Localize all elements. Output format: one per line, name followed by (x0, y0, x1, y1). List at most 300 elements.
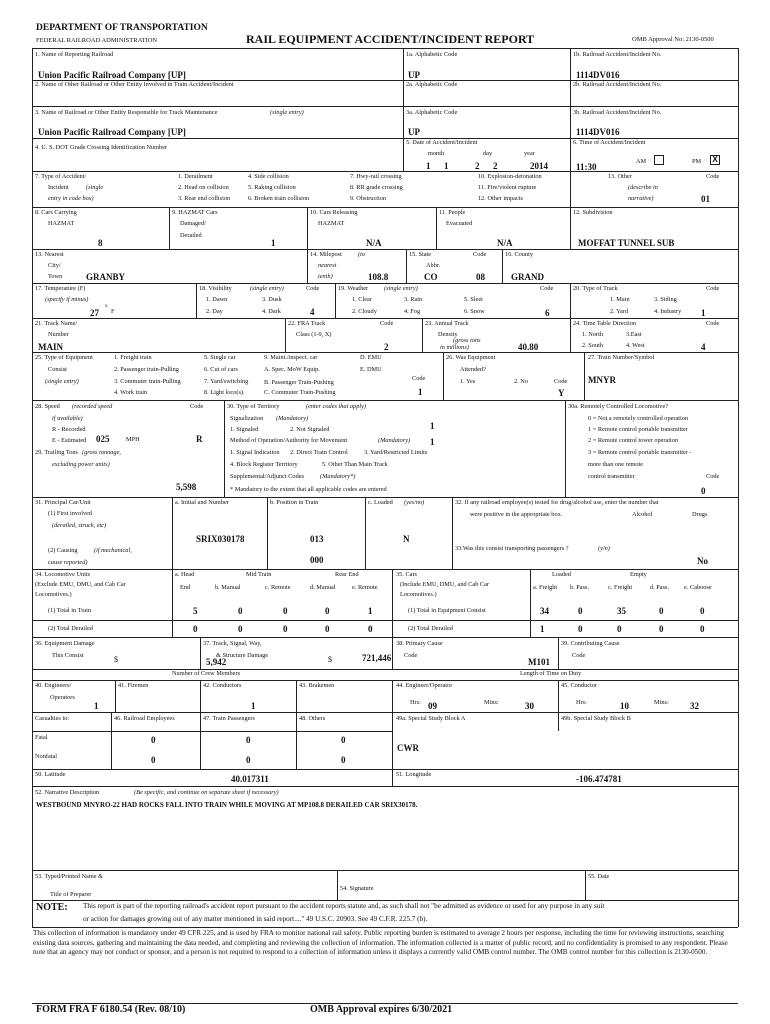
cars-derailed-loaded-pass[interactable]: 0 (578, 624, 583, 634)
rc-1: 1 = Remote control portable transmitter (588, 426, 688, 433)
loco-mid-label: Mid Train (246, 571, 272, 578)
type-1: 1. Derailment (178, 173, 213, 180)
f26-no: 2. No (514, 378, 528, 385)
f22-class: Class (1-9, X) (296, 331, 332, 338)
equipment-damage-value[interactable]: 5,942 (206, 657, 227, 667)
cond-hrs-label: Hrs: (576, 699, 587, 706)
f28-label: 28. Speed (35, 403, 60, 410)
loco-mid-manual: b. Manual (215, 584, 241, 591)
f28-recorded: (recorded speed (72, 403, 113, 410)
loco-total-rear-manual[interactable]: 0 (325, 606, 330, 616)
am-checkbox[interactable] (654, 155, 664, 165)
vis-1: 1. Dawn (206, 296, 228, 303)
equip-1: 1. Freight train (114, 354, 152, 361)
county-value[interactable]: GRAND (511, 272, 544, 282)
f11-evacuated: Evacuated (446, 220, 473, 227)
f21-number: Number (48, 331, 69, 338)
method-5: 5. Other Than Main Track (322, 461, 388, 468)
type-code-value[interactable]: 01 (701, 194, 710, 204)
f24-code-label: Code (706, 320, 720, 327)
primary-cause-value[interactable]: M101 (528, 657, 550, 667)
cars-total-label: (1) Total in Equipment Consist (408, 607, 486, 614)
rc-code-label: Code (706, 473, 720, 480)
type-10: 10. Explosion-detonation (478, 173, 542, 180)
f25-label: 25. Type of Equipment (35, 354, 93, 361)
supplemental-mandatory: (Mandatory*) (320, 473, 356, 480)
pm-checkbox[interactable]: X (710, 155, 720, 165)
employees-fatal-value[interactable]: 0 (151, 735, 156, 745)
f27-label: 27. Train Number/Symbol (588, 354, 655, 361)
f30a-label: 30a. Remotely Controlled Locomotive? (568, 403, 669, 410)
pm-label: PM (692, 158, 702, 165)
weather-3: 3. Rain (404, 296, 423, 303)
passengers-fatal-value[interactable]: 0 (246, 735, 251, 745)
reporting-railroad-value[interactable]: Union Pacific Railroad Company [UP] (38, 70, 186, 80)
reporting-code-value[interactable]: UP (408, 70, 420, 80)
f47-label: 47. Train Passengers (203, 715, 255, 722)
f14-tenth: tenth) (318, 273, 333, 280)
type-2: 2. Head on collision (178, 184, 229, 191)
note-text-2: or action for damages growing out of any matter mentioned in said report...." 49 U.S.C. 20903. See 49 C.F.R. 225.7 (b). (83, 915, 428, 923)
equip-b: B. Passenger Train-Pushing (264, 379, 334, 386)
year-label: year (524, 150, 535, 157)
f14-nearest: nearest (318, 262, 337, 269)
equip-code-value[interactable]: 1 (418, 387, 423, 397)
weather-6: 6. Snow (464, 308, 485, 315)
rc-code-value[interactable]: 0 (701, 486, 706, 496)
loco-total-head[interactable]: 5 (193, 606, 198, 616)
f34-locos: Locomotives.) (35, 591, 72, 598)
cars-total-loaded-pass[interactable]: 0 (578, 606, 583, 616)
rc-3c: control transmitter (588, 473, 635, 480)
f9-derailed: Derailed (180, 232, 202, 239)
f17-label: 17. Temperature (F) (35, 285, 86, 292)
f31c-label: c. Loaded (368, 499, 393, 506)
cars-derailed-empty-pass[interactable]: 0 (659, 624, 664, 634)
day-label: day (483, 150, 493, 157)
car-initial-value[interactable]: SRIX030178 (196, 534, 245, 544)
equip-6: 6. Cut of cars (204, 366, 238, 373)
f15-label: 15. State (409, 251, 432, 258)
f7-single: (single (86, 184, 104, 191)
f53-label: 53. Typed/Printed Name & (35, 873, 103, 880)
hazmat-cars-value[interactable]: 8 (98, 238, 103, 248)
f38-label: 38. Primary Cause (396, 640, 443, 647)
state-value[interactable]: CO (424, 272, 438, 282)
f15-code-label: Code (473, 251, 487, 258)
admin-name: FEDERAL RAILROAD ADMINISTRATION (36, 37, 158, 44)
f33-yn: (y/n) (598, 545, 610, 552)
dollar-sign-37: $ (328, 655, 332, 664)
f31c-yesno: (yes/no) (404, 499, 425, 506)
track-4: 4. Industry (654, 308, 682, 315)
state-code-value[interactable]: 08 (476, 272, 485, 282)
visibility-code-value[interactable]: 4 (310, 307, 315, 317)
f51-label: 51. Longitude (396, 771, 432, 778)
rc-3: 3 = Remote control portable transmitter - (588, 449, 692, 456)
loco-rear-label: Rear End (335, 571, 359, 578)
f28-r: R - Recorded (52, 426, 86, 433)
f34-exclude: (Exclude EMU, DMU, and Cab Car (35, 581, 126, 588)
weather-1: 1. Clear (352, 296, 372, 303)
loco-derailed-mid-manual[interactable]: 0 (238, 624, 243, 634)
cars-total-loaded-freight[interactable]: 34 (540, 606, 549, 616)
f18-code-label: Code (306, 285, 320, 292)
equip-code-label: Code (412, 375, 426, 382)
others-nonfatal-value[interactable]: 0 (341, 755, 346, 765)
f31-causing-reported: cause reported) (48, 559, 88, 566)
rc-0: 0 = Not a remotely controlled operation (588, 415, 689, 422)
f55-label: 55. Date (588, 873, 610, 880)
equip-8: 8. Light loco(s). (204, 389, 245, 396)
f26-label: 26. Was Equipment (446, 354, 496, 361)
weather-4: 4. Fog (404, 308, 421, 315)
loco-derailed-head[interactable]: 0 (193, 624, 198, 634)
f31-first-derailed: (derailed, struck, etc) (52, 522, 107, 529)
f26-yes: 1. Yes (460, 378, 476, 385)
f7-incident: Incident (48, 184, 69, 191)
hazmat-damaged-value[interactable]: 1 (271, 238, 276, 248)
track-2: 2. Yard (610, 308, 629, 315)
f49b-label: 49b. Special Study Block B (561, 715, 631, 722)
equip-5: 5. Single car (204, 354, 236, 361)
f14-label: 14. Milepost (310, 251, 342, 258)
maint-accident-no-value[interactable]: 1114DV016 (576, 127, 620, 137)
narrative-value[interactable]: WESTBOUND MNYRO-22 HAD ROCKS FALL INTO TRAIN WHILE MOVING AT MP108.8 DERAILED CAR SRIX30178. (36, 801, 418, 809)
vis-3: 3. Dusk (262, 296, 282, 303)
f8-hazmat: HAZMAT (48, 220, 75, 227)
f31-label: 31. Principal Car/Unit (35, 499, 91, 506)
cars-derailed-loaded-freight[interactable]: 1 (540, 624, 545, 634)
cars-total-empty-pass[interactable]: 0 (659, 606, 664, 616)
f1a-label: 1a. Alphabetic Code (406, 51, 458, 58)
dir-4: 4. West (626, 342, 645, 349)
car-position-value[interactable]: 013 (310, 534, 324, 544)
f18-single: (single entry) (250, 285, 284, 292)
type-13-describe: (describe in (628, 184, 658, 191)
vis-4: 4. Dark (262, 308, 281, 315)
cars-loaded-label: Loaded (552, 571, 571, 578)
type-7: 7. Hwy-rail crossing (350, 173, 402, 180)
cars-derailed-empty-freight[interactable]: 0 (617, 624, 622, 634)
f32-positive: were positive in the appropriate box. (470, 511, 563, 518)
f10-label: 10. Cars Releasing (310, 209, 358, 216)
f7-entry: entry in code box) (48, 195, 94, 202)
maint-railroad-value[interactable]: Union Pacific Railroad Company [UP] (38, 127, 186, 137)
f9-damaged: Damaged/ (180, 220, 206, 227)
equip-c: C. Commuter Train-Pushing (264, 389, 336, 396)
loco-rear-remote: e. Remote (352, 584, 378, 591)
casualties-label: Casualties to: (35, 715, 70, 722)
signalization-mandatory: (Mandatory) (276, 415, 309, 422)
f20-code-label: Code (706, 285, 720, 292)
type-6: 6. Broken train collision (248, 195, 310, 202)
sig-2: 2. Not Signaled (290, 426, 330, 433)
equip-d: D. EMU (360, 354, 382, 361)
eng-mins-value[interactable]: 30 (525, 701, 534, 711)
loco-derailed-mid-remote[interactable]: 0 (283, 624, 288, 634)
loco-derailed-rear-remote[interactable]: 0 (368, 624, 373, 634)
cond-mins-value[interactable]: 32 (690, 701, 699, 711)
causing-position-value[interactable]: 000 (310, 555, 324, 565)
f52-label: 52. Narrative Description (35, 789, 100, 796)
f23-gross: (gross tons (453, 337, 481, 344)
year-value[interactable]: 2014 (530, 161, 548, 171)
vis-2: 2. Day (206, 308, 223, 315)
f29-excluding: excluding power units) (52, 461, 110, 468)
f42-label: 42. Conductors (203, 682, 242, 689)
f52-specific: (Be specific, and continue on separate sheet if necessary) (134, 789, 279, 796)
loco-total-mid-remote[interactable]: 0 (283, 606, 288, 616)
reporting-accident-no-value[interactable]: 1114DV016 (576, 70, 620, 80)
f36-label: 36. Equipment Damage (35, 640, 95, 647)
f35-locos: Locomotives.) (400, 591, 437, 598)
direction-value[interactable]: 4 (701, 342, 706, 352)
cars-loaded-pass: b. Pass. (570, 584, 590, 591)
f29-gross: (gross tonnage, (82, 449, 121, 456)
f4-label: 4. U. S. DOT Grade Crossing Identification Number (35, 144, 168, 151)
method-code-value[interactable]: 1 (430, 437, 435, 447)
cars-loaded-freight: a. Freight (533, 584, 558, 591)
f18-label: 18. Visibility (199, 285, 232, 292)
f23-label: 23. Annual Track (425, 320, 469, 327)
f37-structure: & Structure Damage (216, 652, 269, 659)
cars-total-caboose[interactable]: 0 (700, 606, 705, 616)
temperature-value[interactable]: 27 (90, 308, 99, 318)
cond-mins-label: Mins: (654, 699, 669, 706)
burden-statement: This collection of information is mandatory under 49 CFR 225, and is used by FRA to monitor national rail safety. Public reporting burden is estimated to average 2 hours per response, including the time for reviewing instructions, searching existing data sources, gathering and maintaining the data needed, and completing and reviewing the collection of information. The information collected is a matter of public record, and no confidentiality is promised to any respondent. Please note that an agency may not conduct or sponsor, and a person is not required to respond to a collection of information unless it displays a currently valid OMB control number. The OMB control number for this collection is 2130-0500. (33, 929, 728, 956)
type-4: 4. Side collision (248, 173, 289, 180)
f23-millions: in millions) (440, 344, 469, 351)
f30-label: 30. Type of Territory (227, 403, 280, 410)
day-value-2[interactable]: 2 (493, 161, 498, 171)
eng-hrs-value[interactable]: 09 (428, 701, 437, 711)
equip-e: E. DMU (360, 366, 382, 373)
loco-total-rear-remote[interactable]: 1 (368, 606, 373, 616)
form-title: RAIL EQUIPMENT ACCIDENT/INCIDENT REPORT (246, 32, 535, 46)
f41-label: 41. Firemen (118, 682, 149, 689)
method-2: 2. Direct Train Control (290, 449, 348, 456)
track-damage-value[interactable]: 721,446 (362, 653, 392, 663)
type-3: 3. Rear end collision (178, 195, 231, 202)
equip-4: 4. Work train (114, 389, 148, 396)
f34-label: 34. Locomotive Units (35, 571, 91, 578)
attended-value[interactable]: Y (558, 388, 565, 398)
month-value[interactable]: 1 (426, 161, 431, 171)
dollar-sign-36: $ (114, 655, 118, 664)
f6-label: 6. Time of Accident/Incident (573, 139, 646, 146)
month-label: month (428, 150, 445, 157)
f28-available: if available) (52, 415, 83, 422)
cond-hrs-value[interactable]: 10 (620, 701, 629, 711)
signal-code-value[interactable]: 1 (430, 421, 435, 431)
weather-2: 2. Cloudy (352, 308, 377, 315)
f28-code-label: Code (190, 403, 204, 410)
f26-code-label: Code (554, 378, 568, 385)
dir-2: 2. South (582, 342, 603, 349)
evacuated-value[interactable]: N/A (497, 238, 513, 248)
f2-label: 2. Name of Other Railroad or Other Entity Involved in Train Accident/Incident (35, 81, 234, 88)
f8-label: 8. Cars Carrying (35, 209, 77, 216)
mandatory-note: * Mandatory to the extent that all applicable codes are entered (230, 486, 387, 493)
rc-3b: more than one remote (588, 461, 644, 468)
track-name-value[interactable]: MAIN (38, 342, 63, 352)
dept-name: DEPARTMENT OF TRANSPORTATION (36, 23, 208, 33)
f13-town: Town (48, 273, 63, 280)
loco-end-label: End (180, 584, 191, 591)
omb-expires: OMB Approval expires 6/30/2021 (310, 1004, 453, 1015)
f11-label: 11. People (439, 209, 466, 216)
employees-nonfatal-value[interactable]: 0 (151, 755, 156, 765)
month-value-2[interactable]: 1 (444, 161, 449, 171)
f44-label: 44. Engineer/Operator (396, 682, 453, 689)
f13-city: City/ (48, 262, 61, 269)
f24-label: 24. Time Table Direction (573, 320, 637, 327)
f49a-label: 49a. Special Study Block A (396, 715, 466, 722)
f21-label: 21. Track Name/ (35, 320, 78, 327)
f25-single: (single entry) (45, 378, 79, 385)
loco-rear-manual: d. Manual (310, 584, 336, 591)
f53-title: Title of Preparer (50, 891, 92, 898)
eng-hrs-label: Hrs: (410, 699, 421, 706)
f38-code: Code (404, 652, 418, 659)
f5-label: 5. Date of Accident/Incident (406, 139, 478, 146)
f28-e: E - Estimated (52, 437, 87, 444)
loco-total-mid-manual[interactable]: 0 (238, 606, 243, 616)
type-13-narrative: narrative) (628, 195, 654, 202)
f1-label: 1. Name of Reporting Railroad (35, 51, 114, 58)
special-study-a-value[interactable]: CWR (397, 743, 419, 753)
f45-label: 45. Conductor (561, 682, 598, 689)
longitude-value[interactable]: -106.474781 (576, 774, 622, 784)
f10-hazmat: HAZMAT (318, 220, 345, 227)
f30-enter: (enter codes that apply) (306, 403, 366, 410)
f17-minus: (specify if minus) (45, 296, 89, 303)
f46-label: 46. Railroad Employees (114, 715, 175, 722)
equip-3: 3. Commuter train-Pulling (114, 378, 181, 385)
degree-symbol: o (105, 304, 108, 309)
method-4: 4. Block Register Territory (230, 461, 298, 468)
type-code-label: Code (706, 173, 720, 180)
equip-2: 2. Passenger train-Pulling (114, 366, 179, 373)
cars-total-empty-freight[interactable]: 35 (617, 606, 626, 616)
cars-derailed-caboose[interactable]: 0 (700, 624, 705, 634)
f39-code: Code (572, 652, 586, 659)
type-9: 9. Obstruction (350, 195, 387, 202)
supplemental-label: Supplemental/Adjunct Codes (230, 473, 304, 480)
weather-code-value[interactable]: 6 (545, 308, 550, 318)
city-value[interactable]: GRANBY (86, 272, 126, 282)
trailing-tons-value[interactable]: 5,598 (176, 482, 197, 492)
fahrenheit-label: F (111, 308, 115, 315)
f1b-label: 1b. Railroad Accident/Incident No. (573, 51, 662, 58)
f50-label: 50. Latitude (35, 771, 66, 778)
f19-code-label: Code (540, 285, 554, 292)
latitude-value[interactable]: 40.017311 (231, 774, 269, 784)
f40-label: 40. Engineers/ (35, 682, 72, 689)
track-class-value[interactable]: 2 (384, 342, 389, 352)
f39-label: 39. Contributing Cause (561, 640, 620, 647)
f19-single: (single entry) (384, 285, 418, 292)
track-3: 3. Siding (654, 296, 677, 303)
f35-include: (Include EMU, DMU, and Cab Car (400, 581, 490, 588)
f29-label: 29. Trailing Tons (35, 449, 79, 456)
others-fatal-value[interactable]: 0 (341, 735, 346, 745)
train-symbol-value[interactable]: MNYR (588, 375, 616, 385)
f25-consist: Consist (48, 366, 67, 373)
maint-code-value[interactable]: UP (408, 127, 420, 137)
passengers-nonfatal-value[interactable]: 0 (246, 755, 251, 765)
f48-label: 48. Others (299, 715, 326, 722)
crew-members-label: Number of Crew Members (172, 670, 241, 677)
f22-label: 22. FRA Track (288, 320, 326, 327)
weather-5: 5. Sleet (464, 296, 483, 303)
speed-value[interactable]: 025 (96, 434, 110, 444)
loco-mid-remote: c. Remote (265, 584, 291, 591)
type-12: 12. Other impacts (478, 195, 523, 202)
f31-causing-mech: (if mechanical, (94, 547, 132, 554)
engineers-value[interactable]: 1 (94, 701, 99, 711)
type-5: 5. Raking collision (248, 184, 296, 191)
f13-label: 13. Nearest (35, 251, 64, 258)
f35-label: 35. Cars (396, 571, 417, 578)
conductors-value[interactable]: 1 (251, 701, 256, 711)
loco-derailed-rear-manual[interactable]: 0 (325, 624, 330, 634)
track-1: 1. Main (610, 296, 630, 303)
equip-a: A. Spec. MoW Equip. (264, 366, 320, 373)
f7-label: 7. Type of Accident/ (35, 173, 87, 180)
f3b-label: 3b. Railroad Accident/Incident No. (573, 109, 662, 116)
sig-1: 1. Signaled (230, 426, 259, 433)
cars-derailed-label: (2) Total Derailed (408, 625, 453, 632)
method-1: 1. Signal Indication (230, 449, 280, 456)
track-type-value[interactable]: 1 (701, 308, 706, 318)
hazmat-released-value[interactable]: N/A (366, 238, 382, 248)
milepost-value[interactable]: 108.8 (368, 272, 389, 282)
cars-empty-pass: d. Pass. (650, 584, 670, 591)
type-8: 8. RR grade crossing (350, 184, 403, 191)
f3-label: 3. Name of Railroad or Other Entity Responsible for Track Maintenance (35, 109, 218, 116)
f37-label: 37. Track, Signal, Way, (203, 640, 262, 647)
subdivision-value[interactable]: MOFFAT TUNNEL SUB (578, 238, 675, 248)
f14-to: (to (358, 251, 365, 258)
f3a-label: 3a. Alphabetic Code (406, 109, 458, 116)
car-loaded-value[interactable]: N (403, 534, 410, 544)
note-label: NOTE: (36, 902, 68, 913)
day-value[interactable]: 2 (475, 161, 480, 171)
dir-1: 1. North (582, 331, 603, 338)
equip-7: 7. Yard/switching (204, 378, 249, 385)
f20-label: 20. Type of Track (573, 285, 618, 292)
time-value[interactable]: 11:30 (576, 162, 597, 172)
nonfatal-label: Nonfatal (35, 753, 58, 760)
method-label: Method of Operation/Authority for Movement (230, 437, 348, 444)
drugs-label: Drugs (692, 511, 708, 518)
f22-code-label: Code (380, 320, 394, 327)
density-value[interactable]: 40.80 (518, 342, 539, 352)
f36-consist: This Consist (52, 652, 84, 659)
mph-label: MPH (126, 436, 140, 443)
f12-label: 12. Subdivision (573, 209, 613, 216)
f19-label: 19. Weather (338, 285, 369, 292)
f54-label: 54. Signature (340, 885, 374, 892)
speed-code-value[interactable]: R (196, 434, 203, 444)
passengers-value[interactable]: No (697, 556, 708, 566)
f32-label: 32. If any railroad employee(s) tested for drug/alcohol use, enter the number that (455, 499, 659, 506)
f31-first: (1) First involved (48, 510, 93, 517)
f9-label: 9. HAZMAT Cars (172, 209, 218, 216)
rc-2: 2 = Remote control tower operation (588, 437, 679, 444)
